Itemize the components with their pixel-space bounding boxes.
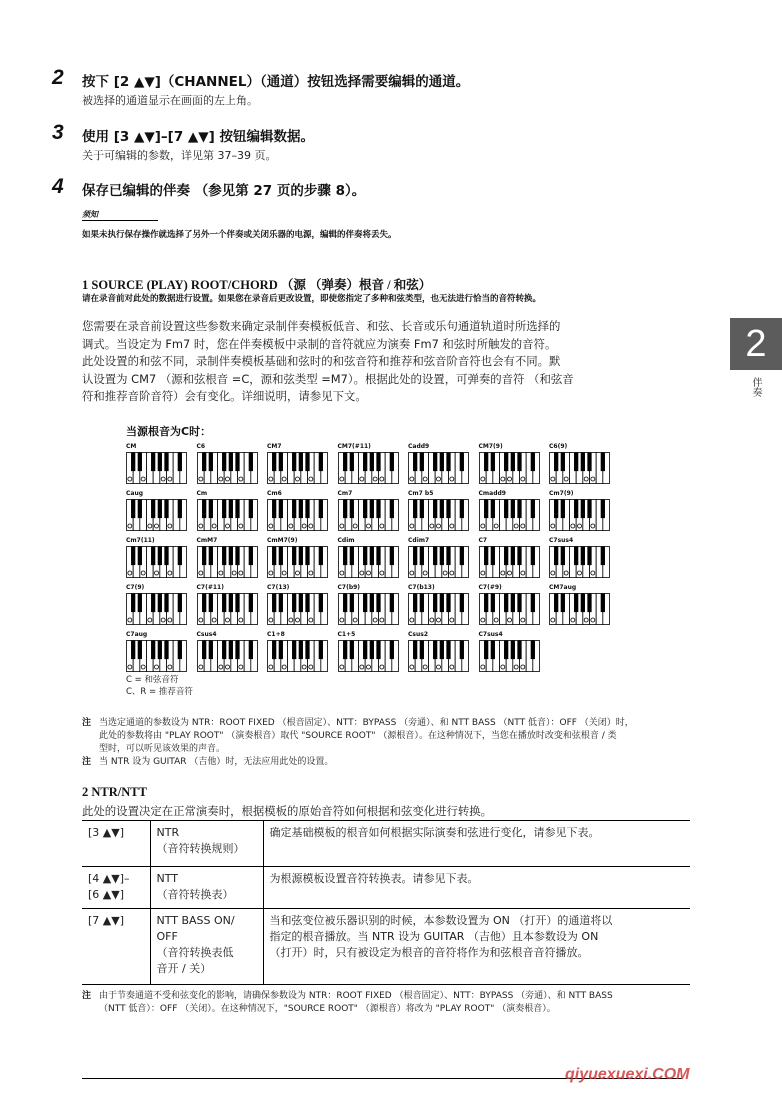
chord-legend [126, 674, 193, 698]
divider [82, 220, 158, 221]
chord-name: C6 [196, 443, 206, 450]
chord-name: Cm6 [267, 490, 282, 497]
table-row [82, 867, 690, 909]
parameter-name-cell: NTT （音符转换表） [150, 867, 263, 909]
keyboard-icon [408, 452, 470, 485]
chord-name: C7aug [126, 631, 148, 638]
chord-name: CmM7(9) [267, 537, 298, 544]
footnote-line: 此处的参数将由 "PLAY ROOT" （演奏根音）取代 "SOURCE ROOT" （源根音）。在这种情况下，当您在播放时改变和弦根音 / 类 [99, 731, 617, 741]
chord-diagram [408, 584, 472, 626]
section-1-paragraph [82, 318, 682, 406]
chord-name: C7(13) [267, 584, 290, 591]
keyboard-icon [197, 546, 259, 579]
keyboard-icon [126, 546, 188, 579]
legend-chord-tone: C = 和弦音符 [126, 675, 179, 685]
chord-name: Cm7(9) [549, 490, 574, 497]
paragraph-line: 调式。当设定为 Fm7 时，您在伴奏模板中录制的音符就应为演奏 Fm7 和弦时所触发的音符。 [82, 336, 557, 351]
chord-name: CM7(9) [478, 443, 503, 450]
chord-name: C7(#9) [478, 584, 502, 591]
footnote-line: 由于节奏通道不受和弦变化的影响，请确保参数设为 NTR：ROOT FIXED （根音固定）、NTT：BYPASS （旁通）、和 NTT BASS [99, 991, 613, 1001]
chord-diagram [408, 443, 472, 485]
chord-diagram [338, 631, 402, 673]
keyboard-icon [126, 593, 188, 626]
keyboard-icon [479, 452, 541, 485]
chord-name: CM [126, 443, 137, 450]
chord-diagram [197, 631, 261, 673]
chord-name: CM7 [267, 443, 282, 450]
chord-name: C7(#11) [196, 584, 224, 591]
chord-name: Cdim [337, 537, 355, 544]
chord-chart-heading: 当源根音为C时： [126, 425, 212, 438]
keyboard-icon [408, 593, 470, 626]
keyboard-icon [197, 452, 259, 485]
chord-name: Cdim7 [408, 537, 430, 544]
watermark: qiyuexuexi.COM [565, 1066, 690, 1083]
table-row [82, 909, 690, 985]
button-cell: [4 ▲▼]– [6 ▲▼] [82, 867, 150, 909]
step-number: 2 [52, 66, 64, 89]
note-mark: 注 [82, 757, 92, 767]
chord-diagram [338, 443, 402, 485]
chord-diagram [126, 537, 190, 579]
parameter-name-cell: NTR （音符转换规则） [150, 821, 263, 867]
chord-diagram [338, 584, 402, 626]
chord-diagram [338, 490, 402, 532]
chord-name: Cm7(11) [126, 537, 155, 544]
chord-diagram [549, 490, 613, 532]
chapter-label: 伴奏 [750, 377, 761, 397]
step-description: 被选择的通道显示在画面的左上角。 [82, 94, 258, 107]
description-cell: 当和弦变位被乐器识别的时候，本参数设置为 ON （打开）的通道将以 指定的根音播放。当 NTR 设为 GUITAR （吉他）且本参数设为 ON （打开）时，只有被设定为根音的音符将作为和弦根音音符播放。 [263, 909, 690, 985]
chord-name: Csus2 [408, 631, 428, 638]
note-mark: 注 [82, 718, 92, 728]
chord-diagram [549, 443, 613, 485]
chord-name: Cm7 [337, 490, 353, 497]
keyboard-icon [549, 546, 611, 579]
chord-diagram [197, 443, 261, 485]
chord-diagram [479, 537, 543, 579]
chord-name: CM7(#11) [337, 443, 371, 450]
chord-diagram [549, 537, 613, 579]
chord-diagram [479, 584, 543, 626]
chord-name: C7(b13) [408, 584, 435, 591]
chord-name: C6(9) [549, 443, 568, 450]
chord-diagram [549, 584, 613, 626]
keyboard-icon [549, 593, 611, 626]
chord-diagram [126, 490, 190, 532]
chord-name: CM7aug [549, 584, 577, 591]
keyboard-icon [197, 499, 259, 532]
chapter-tab: 2 [730, 318, 782, 370]
chord-diagram [197, 490, 261, 532]
keyboard-icon [479, 640, 541, 673]
chord-diagram [126, 443, 190, 485]
paragraph-line: 认设置为 CM7 （源和弦根音 =C，源和弦类型 =M7）。根据此处的设置，可弹奏的音符 （和弦音 [82, 371, 574, 386]
footnote-line: 型时，可以听见该效果的声音。 [99, 744, 226, 754]
chord-name: C7 [478, 537, 488, 544]
description-cell: 为根源模板设置音符转换表。请参见下表。 [263, 867, 690, 909]
chord-diagram [126, 631, 190, 673]
keyboard-icon [408, 546, 470, 579]
section-1-subtitle: 请在录音前对此处的数据进行设置。如果您在录音后更改设置，即使您指定了多种和弦类型，也无法进行恰当的音符转换。 [82, 294, 542, 304]
footnote-line: 当 NTR 设为 GUITAR （吉他）时，无法应用此处的设置。 [99, 757, 334, 767]
button-cell: [3 ▲▼] [82, 821, 150, 867]
paragraph-line: 此处设置的和弦不同，录制伴奏模板基础和弦时的和弦音符和推荐和弦音阶音符也会有不同。默 [82, 354, 561, 368]
paragraph-line: 符和推荐音阶音符）会有变化。详细说明，请参见下文。 [82, 389, 367, 403]
chord-diagram [267, 537, 331, 579]
step-number: 3 [52, 121, 64, 144]
chord-diagram [126, 584, 190, 626]
step-title: 按下 [2 ▲▼]（CHANNEL）（通道）按钮选择需要编辑的通道。 [82, 74, 470, 90]
notice-heading: 须知 [82, 210, 98, 219]
chord-diagram [479, 490, 543, 532]
keyboard-icon [197, 593, 259, 626]
step-description: 关于可编辑的参数，详见第 37–39 页。 [82, 149, 277, 162]
keyboard-icon [267, 546, 329, 579]
chord-name: C7(9) [126, 584, 145, 591]
keyboard-icon [126, 640, 188, 673]
note-mark: 注 [82, 991, 92, 1001]
table-row [82, 821, 690, 867]
keyboard-icon [408, 640, 470, 673]
chord-name: C1+5 [337, 631, 356, 638]
keyboard-icon [479, 546, 541, 579]
chord-diagram [267, 631, 331, 673]
chord-name: C7sus4 [478, 631, 503, 638]
keyboard-icon [126, 452, 188, 485]
chord-name: C1+8 [267, 631, 285, 638]
footnote-line: （NTT 低音）：OFF （关闭）。在这种情况下，"SOURCE ROOT" （源根音）将改为 "PLAY ROOT" （演奏根音）。 [99, 1004, 556, 1014]
chord-diagram [267, 584, 331, 626]
keyboard-icon [338, 499, 400, 532]
keyboard-icon [267, 640, 329, 673]
footnote-line: 当选定通道的参数设为 NTR：ROOT FIXED （根音固定）、NTT：BYPASS （旁通）、和 NTT BASS （NTT 低音）：OFF （关闭）时， [99, 718, 634, 728]
step-title: 保存已编辑的伴奏 （参见第 27 页的步骤 8）。 [82, 183, 366, 199]
chord-diagram [267, 490, 331, 532]
chord-name: Caug [126, 490, 144, 497]
chord-name: CmM7 [196, 537, 218, 544]
keyboard-icon [549, 452, 611, 485]
chord-name: Cm7 b5 [408, 490, 434, 497]
keyboard-icon [408, 499, 470, 532]
keyboard-icon [267, 499, 329, 532]
chord-diagram [197, 584, 261, 626]
chord-diagram [408, 631, 472, 673]
chord-diagram [338, 537, 402, 579]
keyboard-icon [338, 593, 400, 626]
legend-recommended-tone: C、R = 推荐音符 [126, 687, 193, 697]
section-2-description: 此处的设置决定在正常演奏时，根据模板的原始音符如何根据和弦变化进行转换。 [82, 804, 493, 818]
step-title: 使用 [3 ▲▼]–[7 ▲▼] 按钮编辑数据。 [82, 129, 315, 145]
chord-diagram [479, 631, 543, 673]
parameter-name-cell: NTT BASS ON/ OFF （音符转换表低 音开 / 关） [150, 909, 263, 985]
chord-name: C7sus4 [549, 537, 574, 544]
keyboard-icon [338, 546, 400, 579]
description-cell: 确定基础模板的根音如何根据实际演奏和弦进行变化，请参见下表。 [263, 821, 690, 867]
chord-name: Cmadd9 [478, 490, 506, 497]
keyboard-icon [549, 499, 611, 532]
chord-diagram [479, 443, 543, 485]
keyboard-icon [479, 593, 541, 626]
chord-diagram [267, 443, 331, 485]
keyboard-icon [197, 640, 259, 673]
chord-name: C7(b9) [337, 584, 361, 591]
paragraph-line: 您需要在录音前设置这些参数来确定录制伴奏模板低音、和弦、长音或乐句通道轨道时所选择的 [82, 319, 561, 333]
chord-diagram [408, 490, 472, 532]
keyboard-icon [267, 593, 329, 626]
notice-text: 如果未执行保存操作就选择了另外一个伴奏或关闭乐器的电源，编辑的伴奏将丢失。 [82, 230, 397, 240]
keyboard-icon [479, 499, 541, 532]
chord-diagram [408, 537, 472, 579]
parameter-table [82, 820, 690, 985]
step-number: 4 [52, 175, 64, 198]
keyboard-icon [267, 452, 329, 485]
keyboard-icon [338, 452, 400, 485]
section-2-title: 2 NTR/NTT [82, 785, 147, 799]
keyboard-icon [338, 640, 400, 673]
chord-name: Cadd9 [408, 443, 430, 450]
button-cell: [7 ▲▼] [82, 909, 150, 985]
section-1-title: 1 SOURCE (PLAY) ROOT/CHORD （源 （弹奏）根音 / 和弦） [82, 278, 432, 292]
chord-name: Cm [196, 490, 208, 497]
keyboard-icon [126, 499, 188, 532]
chord-name: Csus4 [196, 631, 217, 638]
chord-diagram [197, 537, 261, 579]
